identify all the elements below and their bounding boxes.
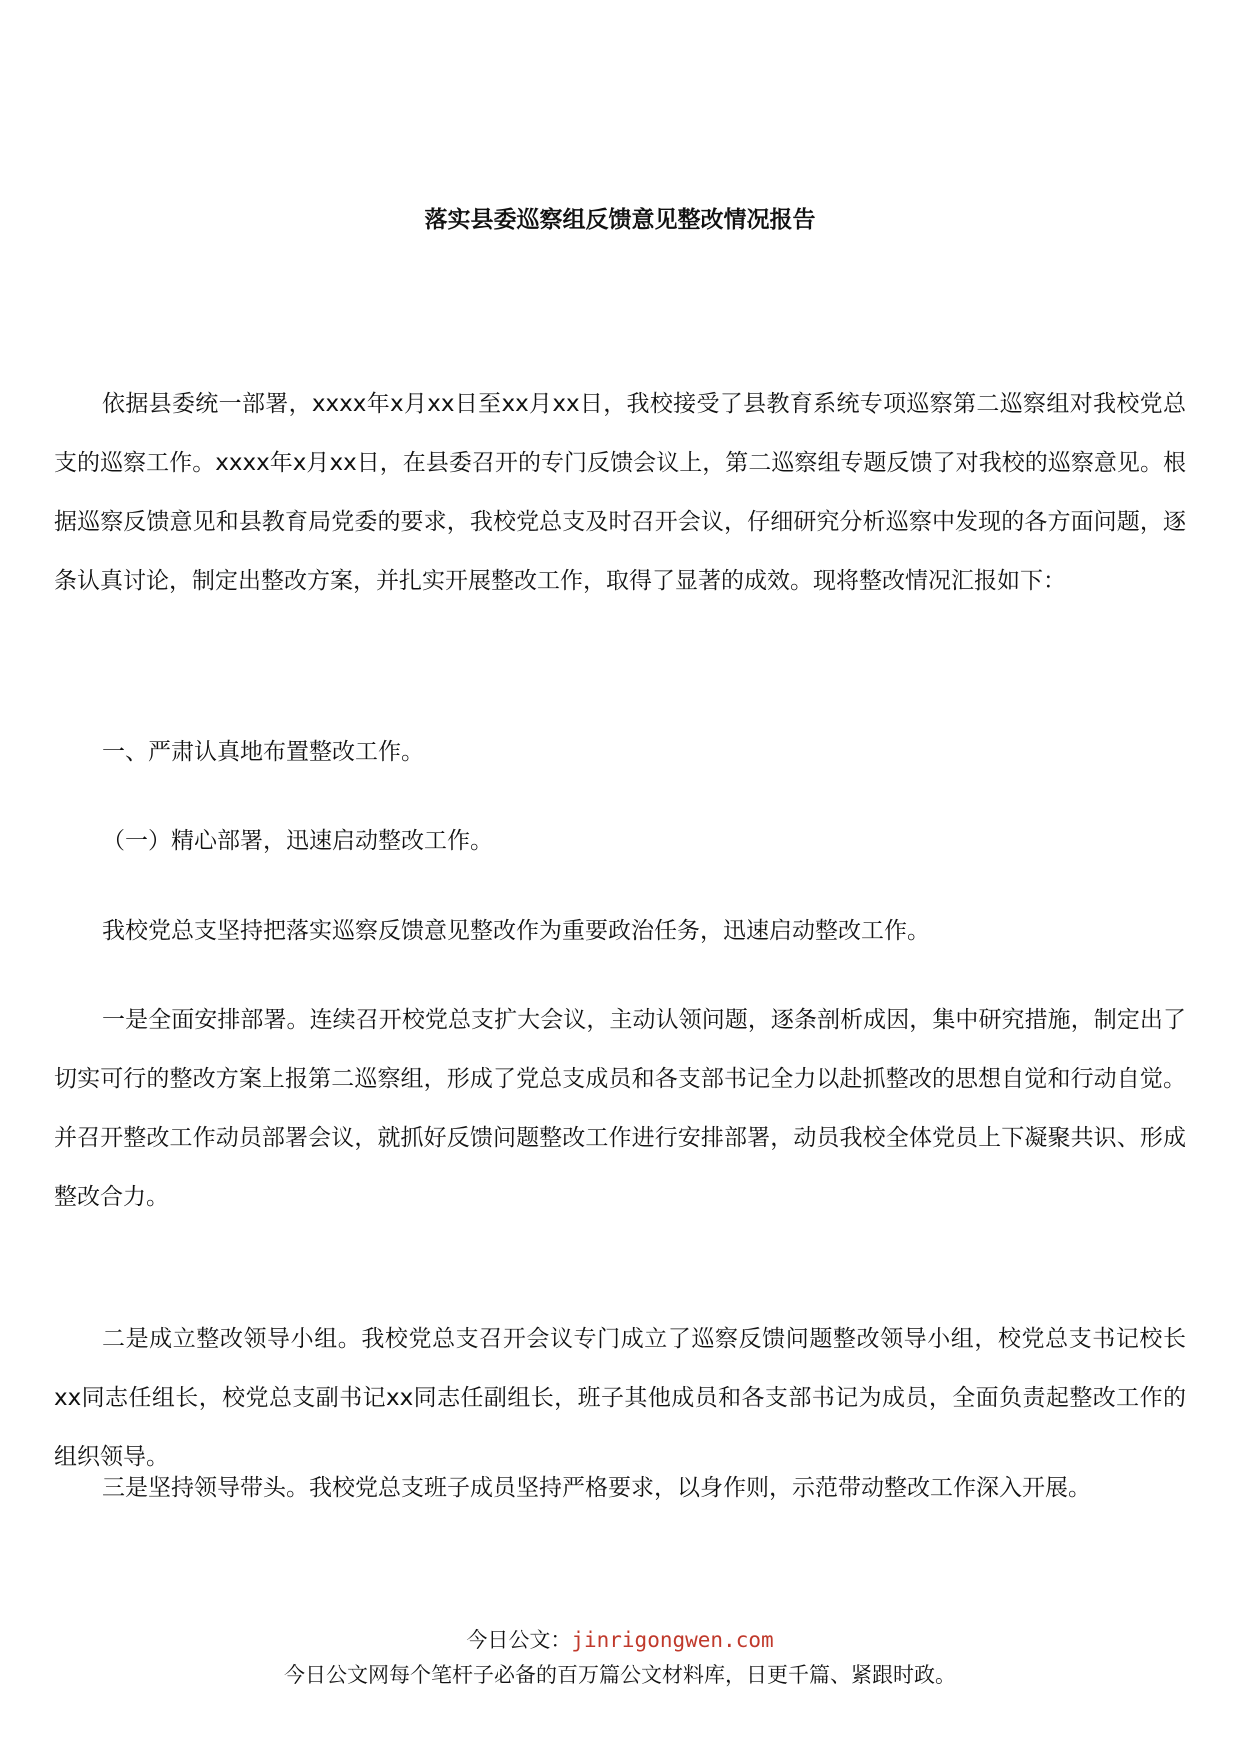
paragraph-start-work: 我校党总支坚持把落实巡察反馈意见整改作为重要政治任务，迅速启动整改工作。 bbox=[102, 918, 930, 944]
footer-url-link[interactable]: jinrigongwen.com bbox=[571, 1628, 774, 1652]
paragraph-first-point: 一是全面安排部署。连续召开校党总支扩大会议，主动认领问题，逐条剖析成因，集中研究措施，制定出了切实可行的整改方案上报第二巡察组，形成了党总支成员和各支部书记全力以赴抓整改的思想自觉和行动自觉。并召开整改工作动员部署会议，就抓好反馈问题整改工作进行安排部署，动员我校全体党员上下凝聚共识、形成整改合力。 bbox=[54, 1007, 1186, 1210]
paragraph-third-point: 三是坚持领导带头。我校党总支班子成员坚持严格要求，以身作则，示范带动整改工作深入开展。 bbox=[102, 1475, 1091, 1501]
footer-slogan: 今日公文网每个笔杆子必备的百万篇公文材料库，日更千篇、紧跟时政。 bbox=[284, 1663, 956, 1687]
document-title: 落实县委巡察组反馈意见整改情况报告 bbox=[424, 207, 816, 233]
paragraph-intro: 依据县委统一部署，xxxx年x月xx日至xx月xx日，我校接受了县教育系统专项巡察第二巡察组对我校党总支的巡察工作。xxxx年x月xx日，在县委召开的专门反馈会议上，第二巡察组专题反馈了对我校的巡察意见。根据巡察反馈意见和县教育局党委的要求，我校党总支及时召开会议，仔细研究分析巡察中发现的各方面问题，逐条认真讨论，制定出整改方案，并扎实开展整改工作，取得了显著的成效。现将整改情况汇报如下： bbox=[54, 391, 1186, 594]
section-heading-1: 一、严肃认真地布置整改工作。 bbox=[102, 739, 424, 765]
subsection-heading-1-1: （一）精心部署，迅速启动整改工作。 bbox=[102, 828, 493, 854]
footer-site-line bbox=[0, 1625, 1240, 1655]
footer-label: 今日公文： bbox=[466, 1628, 572, 1652]
paragraph-second-point: 二是成立整改领导小组。我校党总支召开会议专门成立了巡察反馈问题整改领导小组，校党总支书记校长xx同志任组长，校党总支副书记xx同志任副组长，班子其他成员和各支部书记为成员，全面负责起整改工作的组织领导。 bbox=[54, 1326, 1186, 1470]
